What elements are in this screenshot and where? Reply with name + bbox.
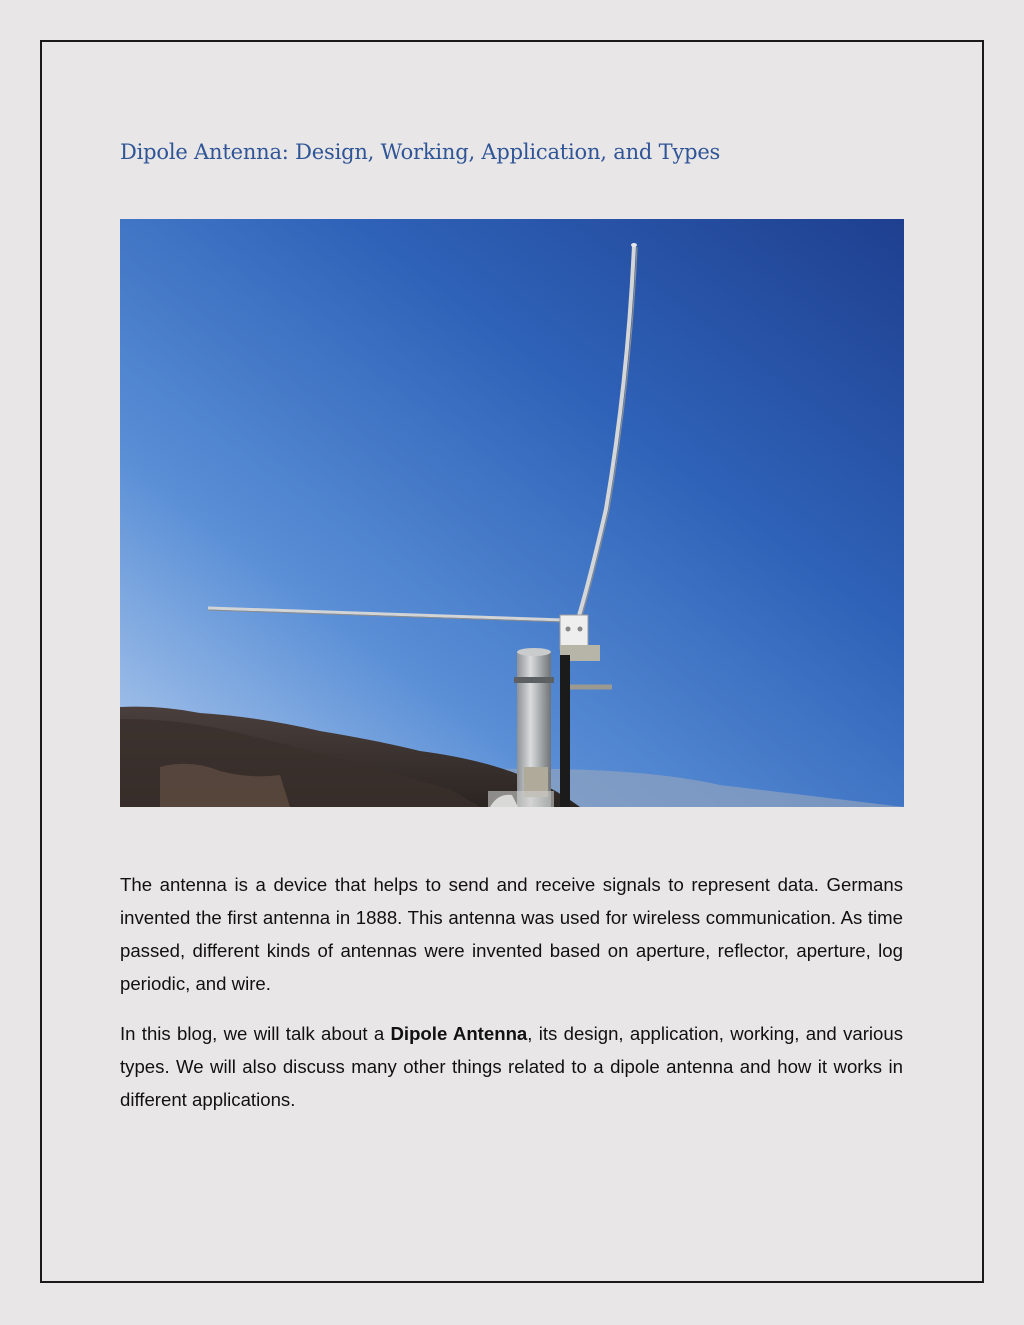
blog-summary-paragraph <box>120 1017 903 1116</box>
summary-text-before: In this blog, we will talk about a <box>120 1023 391 1044</box>
dipole-antenna-bold: Dipole Antenna <box>390 1023 528 1044</box>
body-text <box>120 868 903 1133</box>
summary-text-after: , its design, application, working, and various types. We will also discuss many other things related to a dipole antenna and how it works in different applications. <box>120 1023 904 1110</box>
intro-paragraph: The antenna is a device that helps to send and receive signals to represent data. Germans invented the first antenna in 1888. This antenna was used for wireless communication. As time passed, different kinds of antennas were invented based on aperture, reflector, aperture, log periodic, and wire. <box>120 874 903 994</box>
dipole-antenna-photo <box>120 219 904 807</box>
document-title: Dipole Antenna: Design, Working, Application, and Types <box>120 140 721 164</box>
